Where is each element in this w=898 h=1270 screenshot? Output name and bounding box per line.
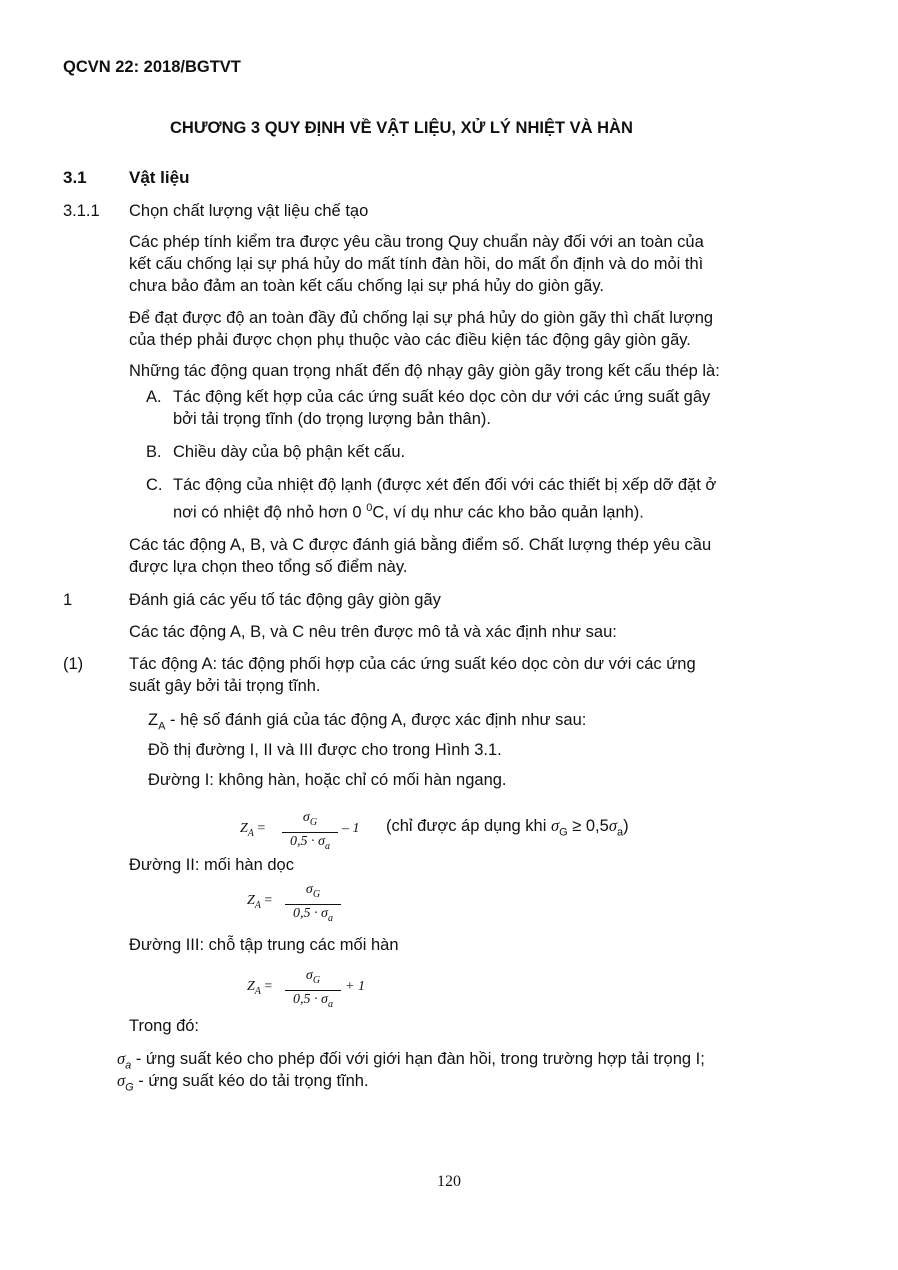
line-i-label: Đường I: không hàn, hoặc chỉ có mối hàn ngang. bbox=[148, 771, 507, 789]
eq-constant: – 1 bbox=[342, 821, 360, 836]
paragraph-line: Các phép tính kiểm tra được yêu cầu trong Quy chuẩn này đối với an toàn của bbox=[129, 233, 704, 251]
list-item-a-line: bởi tải trọng tĩnh (do trọng lượng bản thân). bbox=[173, 410, 491, 428]
eq-lhs: $Z_A$ = bbox=[240, 821, 266, 839]
line-ii-label: Đường II: mối hàn dọc bbox=[129, 856, 294, 874]
paragraph-line: chưa bảo đảm an toàn kết cấu chống lại sự phá hủy do giòn gãy. bbox=[129, 277, 604, 295]
equation-line-iii bbox=[247, 966, 387, 1016]
section-number: 3.1 bbox=[63, 168, 87, 187]
list-label-c: C. bbox=[146, 476, 163, 494]
za-definition: $Z_A$ - hệ số đánh giá của tác động A, được xác định như sau: bbox=[148, 711, 587, 733]
paragraph-line: Những tác động quan trọng nhất đến độ nhạy gây giòn gãy trong kết cấu thép là: bbox=[129, 362, 720, 380]
eq-fraction: $\sigma_G$ $0,5 \cdot \sigma_a$ bbox=[280, 808, 340, 858]
page-number: 120 bbox=[437, 1173, 461, 1190]
list-label-b: B. bbox=[146, 443, 162, 461]
subitem-line: suất gây bởi tải trọng tĩnh. bbox=[129, 677, 321, 695]
document-header: QCVN 22: 2018/BGTVT bbox=[63, 58, 241, 76]
item-title: Đánh giá các yếu tố tác động gây giòn gãy bbox=[129, 591, 441, 609]
subsection-title: Chọn chất lượng vật liệu chế tạo bbox=[129, 202, 369, 220]
subitem-number: (1) bbox=[63, 655, 84, 673]
equation-line-ii bbox=[247, 880, 347, 930]
subsection-number: 3.1.1 bbox=[63, 202, 100, 220]
paragraph-line: của thép phải được chọn phụ thuộc vào các điều kiện tác động gây giòn gãy. bbox=[129, 331, 691, 349]
section-title: Vật liệu bbox=[129, 168, 190, 187]
list-item-c-line: Tác động của nhiệt độ lạnh (được xét đến đối với các thiết bị xếp dỡ đặt ở bbox=[173, 476, 717, 494]
list-label-a: A. bbox=[146, 388, 162, 406]
paragraph-line: Các tác động A, B, và C được đánh giá bằng điểm số. Chất lượng thép yêu cầu bbox=[129, 536, 712, 554]
equation-note: (chỉ được áp dụng khi $\sigma_G \ge 0,5\sigma_a$) bbox=[386, 816, 629, 839]
line-iii-label: Đường III: chỗ tập trung các mối hàn bbox=[129, 936, 399, 954]
subitem-line: Tác động A: tác động phối hợp của các ứng suất kéo dọc còn dư với các ứng bbox=[129, 655, 696, 673]
equation-line-i bbox=[240, 808, 380, 858]
chapter-title: CHƯƠNG 3 QUY ĐỊNH VỀ VẬT LIỆU, XỬ LÝ NHIỆT VÀ HÀN bbox=[170, 119, 633, 137]
list-item-c-line: nơi có nhiệt độ nhỏ hơn 0 $^0$C, ví dụ như các kho bảo quản lạnh). bbox=[173, 502, 644, 522]
paragraph-line: được lựa chọn theo tổng số điểm này. bbox=[129, 558, 408, 576]
list-item-a-line: Tác động kết hợp của các ứng suất kéo dọc còn dư với các ứng suất gây bbox=[173, 388, 711, 406]
eq-lhs: $Z_A$ = bbox=[247, 979, 273, 997]
item-number: 1 bbox=[63, 591, 73, 609]
paragraph-line: kết cấu chống lại sự phá hủy do mất tính đàn hồi, do mất ổn định và do mỏi thì bbox=[129, 255, 704, 273]
definition-sigma-g: $\sigma_G$ - ứng suất kéo do tải trọng tĩnh. bbox=[117, 1071, 369, 1094]
where-label: Trong đó: bbox=[129, 1017, 200, 1035]
paragraph-line: Để đạt được độ an toàn đầy đủ chống lại sự phá hủy do giòn gãy thì chất lượng bbox=[129, 309, 714, 327]
eq-fraction: $\sigma_G$ $0,5 \cdot \sigma_a$ bbox=[283, 966, 343, 1016]
eq-constant: + 1 bbox=[345, 979, 365, 994]
list-item-b-line: Chiều dày của bộ phận kết cấu. bbox=[173, 443, 406, 461]
eq-lhs: $Z_A$ = bbox=[247, 893, 273, 911]
eq-fraction: $\sigma_G$ $0,5 \cdot \sigma_a$ bbox=[283, 880, 343, 930]
paragraph-line: Các tác động A, B, và C nêu trên được mô tả và xác định như sau: bbox=[129, 623, 617, 641]
graph-note: Đồ thị đường I, II và III được cho trong Hình 3.1. bbox=[148, 741, 502, 759]
definition-sigma-a: $\sigma_a$ - ứng suất kéo cho phép đối với giới hạn đàn hồi, trong trường hợp tải trọng I; bbox=[117, 1049, 705, 1072]
